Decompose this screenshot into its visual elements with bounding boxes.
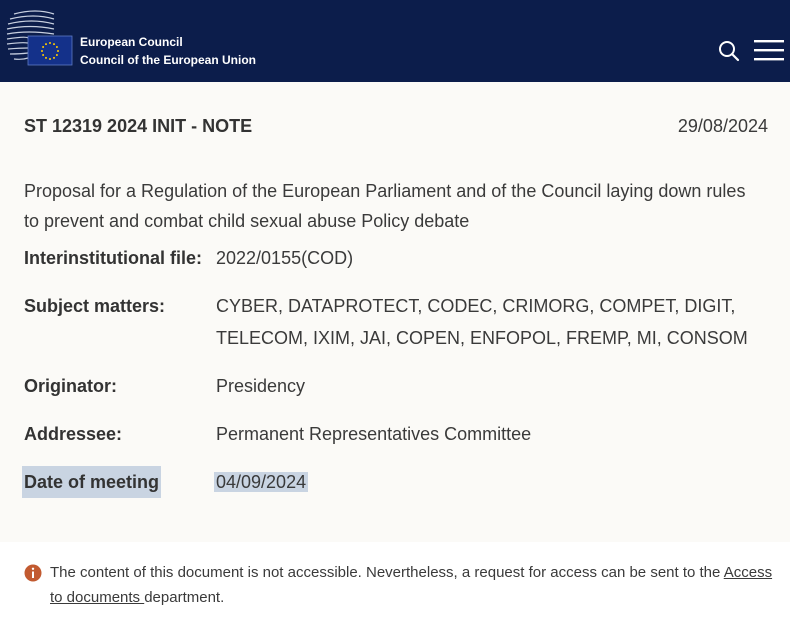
hamburger-menu-icon[interactable] xyxy=(752,36,786,64)
search-icon[interactable] xyxy=(716,38,742,64)
access-notice-text xyxy=(50,560,774,610)
notice-suffix: department. xyxy=(144,589,225,606)
document-date: 29/08/2024 xyxy=(677,116,768,136)
access-to-documents-link[interactable]: Access to documents xyxy=(50,564,773,606)
date-of-meeting-label: Date of meeting xyxy=(22,466,161,498)
document-title: Proposal for a Regulation of the European Parliament and of the Council laying down rules to prevent and combat child sexual abuse Policy debate xyxy=(24,181,746,231)
document-id: ST 12319 2024 INIT - NOTE xyxy=(24,116,253,136)
access-notice xyxy=(24,560,774,610)
interinstitutional-file-value: 2022/0155(COD) xyxy=(216,248,354,268)
date-of-meeting-value-wrap xyxy=(216,466,756,498)
brand-line-1: European Council xyxy=(80,35,183,49)
subject-matters-value: CYBER, DATAPROTECT, CODEC, CRIMORG, COMPET, DIGIT, TELECOM, IXIM, JAI, COPEN, ENFOPOL, FREMP, MI, CONSOM xyxy=(216,296,748,348)
interinstitutional-file-label: Interinstitutional file: xyxy=(24,248,202,268)
notice-message: The content of this document is not accessible. Nevertheless, a request for access can be sent to the xyxy=(50,564,724,581)
brand-name[interactable] xyxy=(80,33,256,69)
addressee-label: Addressee: xyxy=(24,424,123,444)
site-header xyxy=(0,0,790,82)
originator-label: Originator: xyxy=(24,376,117,396)
originator-value: Presidency xyxy=(216,376,306,396)
date-of-meeting-value: 04/09/2024 xyxy=(216,472,307,492)
subject-matters-label: Subject matters: xyxy=(24,296,166,316)
eu-council-logo-icon[interactable] xyxy=(6,8,76,68)
brand-line-2: Council of the European Union xyxy=(80,53,256,67)
addressee-value: Permanent Representatives Committee xyxy=(216,424,532,444)
info-icon xyxy=(24,564,42,582)
